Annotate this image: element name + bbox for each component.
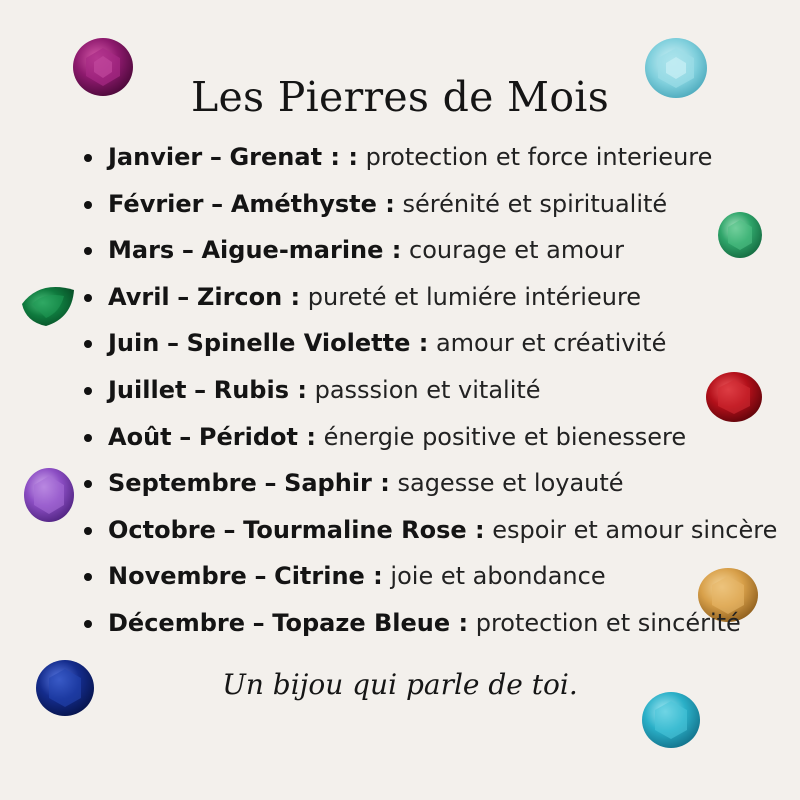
stone-label: Péridot <box>198 422 298 451</box>
month-label: Juillet <box>108 375 187 404</box>
meaning-text: sagesse et loyauté <box>397 469 624 498</box>
month-label: Août <box>108 422 172 451</box>
emerald-gem-icon-left <box>20 282 76 328</box>
separator: : <box>383 236 402 265</box>
stone-label: Citrine <box>274 562 365 591</box>
separator: : : <box>322 143 358 171</box>
dash: – <box>211 189 224 218</box>
month-label: Avril <box>108 282 170 311</box>
list-item <box>82 414 800 461</box>
stone-label: Aigue-marine <box>201 236 384 265</box>
list-item <box>82 320 800 367</box>
separator: : <box>376 189 395 218</box>
bullet <box>84 620 92 628</box>
stone-label: Tourmaline Rose <box>243 515 467 544</box>
meaning-text: passsion et vitalité <box>314 375 541 404</box>
meaning-text: courage et amour <box>409 236 624 265</box>
list-item <box>82 553 800 600</box>
bullet <box>84 201 92 209</box>
stone-label: Topaze Bleue <box>272 608 451 637</box>
month-label: Octobre <box>108 515 216 544</box>
stone-label: Rubis <box>213 375 289 404</box>
dash: – <box>177 282 190 311</box>
birthstone-list <box>82 134 800 647</box>
month-label: Janvier <box>108 143 203 171</box>
bullet <box>84 294 92 302</box>
meaning-text: espoir et amour sincère <box>492 515 778 544</box>
dash: – <box>254 562 267 591</box>
separator: : <box>371 469 390 498</box>
meaning-text: pureté et lumiére intérieure <box>307 282 642 311</box>
meaning-text: amour et créativité <box>435 329 667 358</box>
separator: : <box>450 608 469 637</box>
bullet <box>84 247 92 255</box>
separator: : <box>282 282 301 311</box>
dash: – <box>223 515 236 544</box>
list-item <box>82 134 800 181</box>
dash: – <box>166 329 179 358</box>
amethyst-gem-icon <box>22 466 76 524</box>
stone-label: Zircon <box>196 282 283 311</box>
month-label: Juin <box>108 329 160 358</box>
list-item <box>82 274 800 321</box>
bullet <box>84 340 92 348</box>
bullet <box>84 154 92 162</box>
separator: : <box>289 375 307 404</box>
meaning-text: énergie positive et bienessere <box>323 422 687 451</box>
month-label: Mars <box>108 236 175 265</box>
stone-label: Grenat <box>229 143 323 171</box>
bullet <box>84 434 92 442</box>
list-item <box>82 600 800 647</box>
dash: – <box>181 236 194 265</box>
list-item <box>82 507 800 554</box>
page-title: Les Pierres de Mois <box>190 73 610 122</box>
bullet <box>84 480 92 488</box>
dash: – <box>194 375 207 404</box>
separator: : <box>466 515 485 544</box>
meaning-text: protection et force interieure <box>365 143 713 171</box>
dash: – <box>179 422 192 451</box>
bullet <box>84 573 92 581</box>
stone-label: Spinelle Violette <box>186 329 411 358</box>
separator: : <box>297 422 316 451</box>
list-item <box>82 227 800 274</box>
tagline: Un bijou qui parle de toi. <box>222 668 578 701</box>
bullet <box>84 527 92 535</box>
month-label: Septembre <box>108 469 257 498</box>
dash: – <box>209 143 222 171</box>
month-label: Novembre <box>108 562 247 591</box>
meaning-text: protection et sincérité <box>475 608 741 637</box>
dash: – <box>252 608 265 637</box>
separator: : <box>364 562 383 591</box>
list-item <box>82 181 800 228</box>
meaning-text: sérénité et spiritualité <box>402 189 668 218</box>
dash: – <box>264 469 277 498</box>
month-label: Février <box>108 189 204 218</box>
list-item <box>82 367 800 414</box>
bullet <box>84 387 92 395</box>
month-label: Décembre <box>108 608 246 637</box>
meaning-text: joie et abondance <box>390 562 606 591</box>
stone-label: Améthyste <box>230 189 377 218</box>
separator: : <box>410 329 429 358</box>
stone-label: Saphir <box>284 469 372 498</box>
list-item <box>82 460 800 507</box>
